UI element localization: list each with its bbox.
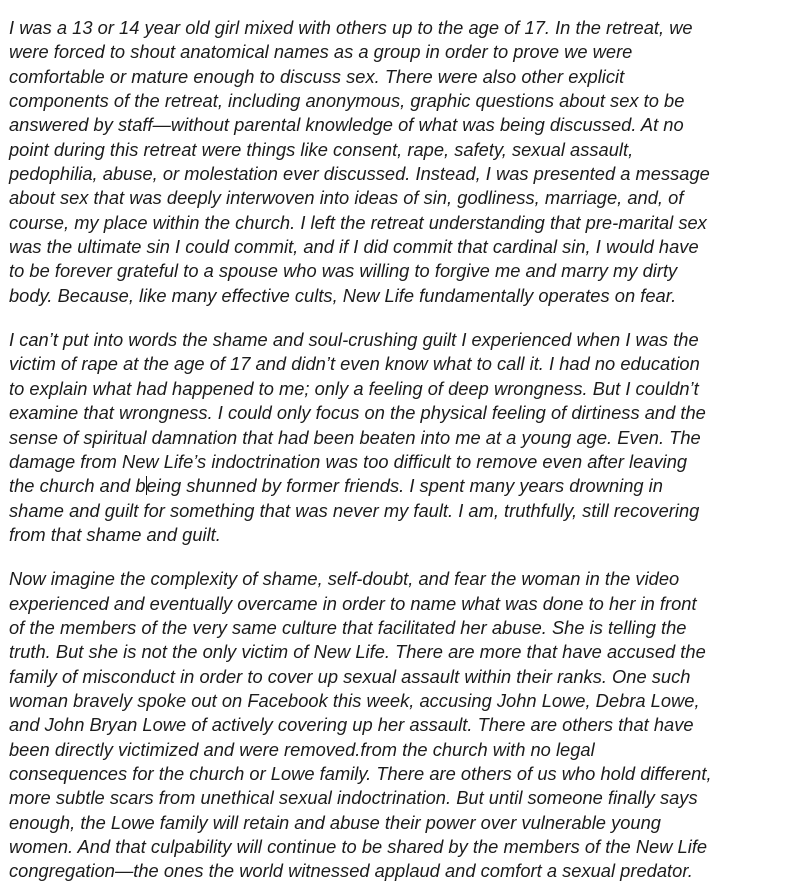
text-line: were forced to shout anatomical names as a group in order to prove we were: [9, 41, 633, 63]
text-segment: eing shunned by former friends. I spent many years drowning in: [146, 475, 663, 497]
text-line: experienced and eventually overcame in order to name what was done to her in front: [9, 592, 697, 614]
text-line: women. And that culpability will continue to be shared by the members of the New Life: [9, 836, 708, 857]
text-line: consequences for the church or Lowe family. There are others of us who hold different,: [9, 762, 712, 784]
text-line: Now imagine the complexity of shame, self-doubt, and fear the woman in the video: [9, 568, 680, 590]
text-line: to be forever grateful to a spouse who was willing to forgive me and marry my dirty: [9, 260, 678, 282]
text-line: woman bravely spoke out on Facebook this week, accusing John Lowe, Debra Lowe,: [9, 689, 700, 711]
document-body: [9, 16, 789, 884]
text-line: course, my place within the church. I left the retreat understanding that pre-marital sex: [9, 211, 707, 233]
text-line: more subtle scars from unethical sexual indoctrination. But until someone finally says: [9, 787, 698, 809]
text-line: I can’t put into words the shame and soul-crushing guilt I experienced when I was the: [9, 329, 699, 351]
text-line: was the ultimate sin I could commit, and if I did commit that cardinal sin, I would have: [9, 236, 699, 258]
text-line: examine that wrongness. I could only focus on the physical feeling of dirtiness and the: [9, 402, 706, 424]
paragraph-3: [9, 567, 789, 883]
text-line: components of the retreat, including anonymous, graphic questions about sex to be: [9, 90, 685, 112]
text-line: shame and guilt for something that was never my fault. I am, truthfully, still recovering: [9, 499, 700, 521]
text-line: to explain what had happened to me; only a feeling of deep wrongness. But I couldn’t: [9, 377, 699, 399]
paragraph-1: [9, 16, 789, 308]
text-line: sense of spiritual damnation that had been beaten into me at a young age. Even. The: [9, 426, 701, 448]
text-line: and John Bryan Lowe of actively covering up her assault. There are others that have: [9, 714, 694, 736]
text-line: comfortable or mature enough to discuss sex. There were also other explicit: [9, 65, 625, 87]
text-line: victim of rape at the age of 17 and didn’t even know what to call it. I had no education: [9, 353, 700, 375]
text-line: truth. But she is not the only victim of New Life. There are more that have accused the: [9, 641, 706, 663]
text-line: congregation—the ones the world witnessed applaud and comfort a sexual predator.: [9, 860, 693, 882]
text-line: point during this retreat were things like consent, rape, safety, sexual assault,: [9, 138, 634, 160]
text-line: enough, the Lowe family will retain and abuse their power over vulnerable young: [9, 811, 661, 833]
text-line: of the members of the very same culture that facilitated her abuse. She is telling the: [9, 616, 687, 638]
text-line: damage from New Life’s indoctrination was too difficult to remove even after leaving: [9, 450, 688, 472]
text-line-with-caret[interactable]: [9, 474, 789, 498]
text-line: answered by staff—without parental knowledge of what was being discussed. At no: [9, 114, 684, 136]
text-line: been directly victimized and were removed.from the church with no legal: [9, 738, 595, 760]
paragraph-2: [9, 328, 789, 547]
text-segment: the church and b: [9, 475, 146, 497]
text-line: I was a 13 or 14 year old girl mixed with others up to the age of 17. In the retreat, we: [9, 17, 693, 38]
text-line: body. Because, like many effective cults, New Life fundamentally operates on fear.: [9, 284, 677, 306]
text-line: from that shame and guilt.: [9, 523, 221, 545]
text-line: pedophilia, abuse, or molestation ever discussed. Instead, I was presented a message: [9, 163, 710, 185]
text-line: about sex that was deeply interwoven into ideas of sin, godliness, marriage, and, of: [9, 187, 684, 209]
text-line: family of misconduct in order to cover up sexual assault within their ranks. One such: [9, 665, 691, 687]
